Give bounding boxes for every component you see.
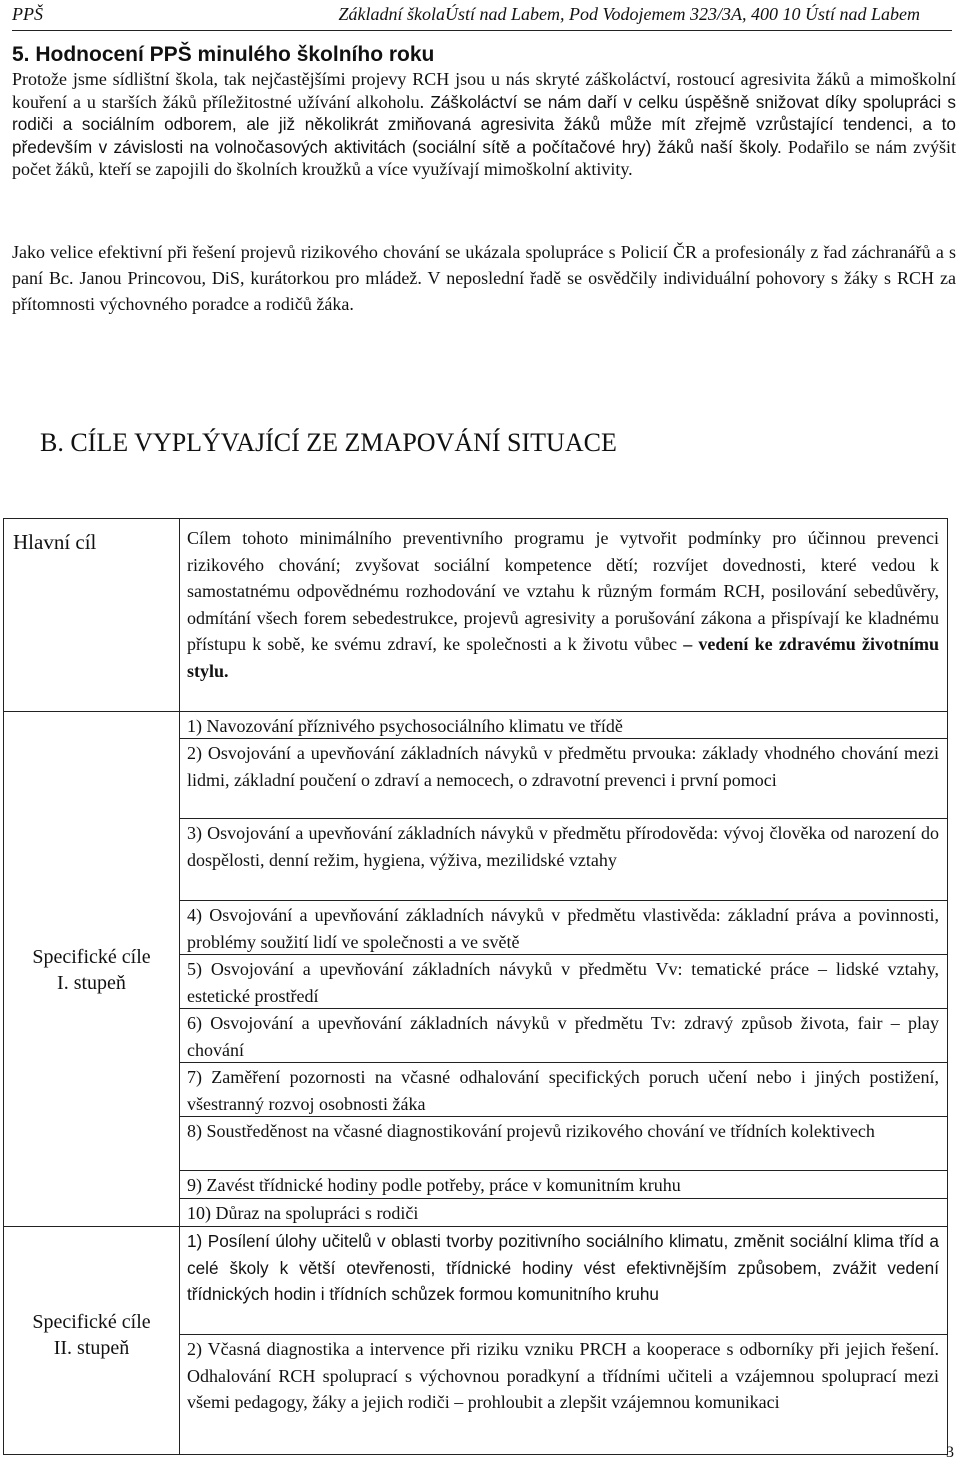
main-goal-body: Cílem tohoto minimálního preventivního programu je vytvořit podmínky pro účinnou prevenci rizikového chování; zvyšovat sociální kompetence dětí; rozvíjet dovednosti, které vedou k samostatnému odpovědnému rozhodování ve vztahu k různým formám RCH, posilování sebedůvěry, odmítání všech forem sebedestrukce, projevů agresivity a porušování zákona a přispívají ke kladnému přístupu k sobě, ke svému zdraví, ke společnosti a k životu vůbec bbox=[187, 528, 939, 654]
main-goal-text bbox=[187, 525, 939, 684]
row-divider bbox=[179, 738, 947, 739]
stage-1-label bbox=[4, 944, 179, 996]
stage-1-item-7: 7) Zaměření pozornosti na včasné odhalování specifických poruch učení nebo i jiných postižení, všestranný rozvoj osobnosti žáka bbox=[187, 1067, 939, 1114]
page-header bbox=[12, 0, 952, 31]
p1-text: Protože jsme sídlištní škola, tak nejčastějšími projevy RCH jsou u nás skryté záškoláctví, rostoucí agresivita žáků a mimoškolní kouření a u starších žáků příležitostné užívání alkoholu. bbox=[12, 69, 956, 112]
stage-1-item-1: 1) Navozování příznivého psychosociálního klimatu ve třídě bbox=[187, 716, 623, 736]
stage-2-item-2: 2) Včasná diagnostika a intervence při riziku vzniku PRCH a kooperace s odborníky při jejich řešení. Odhalování RCH spoluprací s výchovnou poradkyní a třídními učiteli a vzájemnou spoluprací mezi všemi pedagogy, žáky a jejich rodiči – prohloubit a zlepšit vzájemnou komunikaci bbox=[187, 1339, 939, 1412]
stage-1-item-8: 8) Soustředěnost na včasné diagnostikování projevů rizikového chování ve třídních kolektivech bbox=[187, 1121, 875, 1141]
p3-text: Podařilo se nám zvýšit počet žáků, kteří se zapojili do školních kroužků a více využívají mimoškolní aktivity. bbox=[12, 136, 956, 180]
stage-2-label-line-2: II. stupeň bbox=[53, 1337, 130, 1359]
stage-1-item-2: 2) Osvojování a upevňování základních návyků v předmětu prvouka: základy vhodného chování mezi lidmi, základní poučení o zdraví a nemocech, o zdravotní prevenci i první pomoci bbox=[187, 743, 939, 790]
row-divider bbox=[4, 1226, 947, 1227]
row-divider bbox=[4, 711, 947, 712]
stage-2-label-line-1: Specifické cíle bbox=[32, 1311, 151, 1333]
row-divider bbox=[179, 1334, 947, 1335]
header-school-name: Základní školaÚstí nad Labem, Pod Vodojemem 323/3A, 400 10 Ústí nad Labem bbox=[338, 4, 920, 24]
goals-table bbox=[3, 518, 948, 1455]
stage-1-item-3: 3) Osvojování a upevňování základních návyků v předmětu přírodověda: vývoj člověka od narození do dospělosti, denní režim, hygiena, výživa, mezilidské vztahy bbox=[187, 823, 939, 870]
main-goal-bold: – vedení ke zdravému životnímu stylu. bbox=[187, 634, 939, 681]
column-divider bbox=[179, 519, 180, 1454]
stage-2-label bbox=[4, 1309, 179, 1361]
stage-1-label-line-2: I. stupeň bbox=[57, 972, 126, 994]
stage-1-item-5: 5) Osvojování a upevňování základních návyků v předmětu Vv: tematické práce – lidské vztahy, estetické prostředí bbox=[187, 959, 939, 1006]
p2-text: Záškoláctví se nám daří v celku úspěšně snižovat díky spolupráci s rodiči a sociálním odborem, ale již několikrát zmiňovaná agresivita žáků může mít zřejmě vzrůstající tendenci, a to především v závislosti na volnočasových aktivitách (sociální sítě a počítačové hry) žáků naší školy. bbox=[12, 91, 956, 157]
row-divider bbox=[179, 1116, 947, 1117]
stage-1-item-6: 6) Osvojování a upevňování základních návyků v předmětu Tv: zdravý způsob života, fair – play chování bbox=[187, 1013, 939, 1060]
section-5-paragraph-2: Jako velice efektivní při řešení projevů rizikového chování se ukázala spolupráce s Policií ČR a profesionály z řad záchranářů a s paní Bc. Janou Princovou, DiS, kurátorkou pro mládež. V neposlední řadě se osvědčily individuální pohovory s žáky s RCH za přítomnosti výchovného poradce a rodičů žáka. bbox=[12, 242, 956, 314]
row-divider bbox=[179, 954, 947, 955]
row-divider bbox=[179, 1008, 947, 1009]
row-divider bbox=[179, 1062, 947, 1063]
page-number: 3 bbox=[946, 1444, 954, 1461]
stage-2-item-1 bbox=[187, 1228, 939, 1308]
stage-1-item-9: 9) Zavést třídnické hodiny podle potřeby, práce v komunitním kruhu bbox=[187, 1175, 681, 1195]
stage-1-item-4: 4) Osvojování a upevňování základních návyků v předmětu vlastivěda: základní práva a povinnosti, problémy soužití lidí ve společnosti a ve světě bbox=[187, 905, 939, 952]
section-5-title: 5. Hodnocení PPŠ minulého školního roku bbox=[12, 43, 435, 66]
stage-1-item-10: 10) Důraz na spolupráci s rodiči bbox=[187, 1203, 419, 1223]
section-b-heading: B. CÍLE VYPLÝVAJÍCÍ ZE ZMAPOVÁNÍ SITUACE bbox=[40, 428, 617, 457]
row-divider bbox=[179, 818, 947, 819]
stage-2-item-1-text: 1) Posílení úlohy učitelů v oblasti tvorby pozitivního sociálního klimatu, změnit sociální klima tříd a celé školy k větší otevřenosti, třídnické hodiny vést efektivnějším způsobem, zvážit vedení třídnických hodin i třídních schůzek formou komunitního kruhu bbox=[187, 1231, 939, 1304]
row-divider bbox=[179, 1198, 947, 1199]
row-divider bbox=[179, 1170, 947, 1171]
row-divider bbox=[179, 900, 947, 901]
main-goal-label: Hlavní cíl bbox=[13, 530, 97, 554]
stage-1-label-line-1: Specifické cíle bbox=[32, 946, 151, 968]
section-5-paragraph-1 bbox=[12, 68, 956, 181]
header-left: PPŠ bbox=[12, 4, 43, 24]
